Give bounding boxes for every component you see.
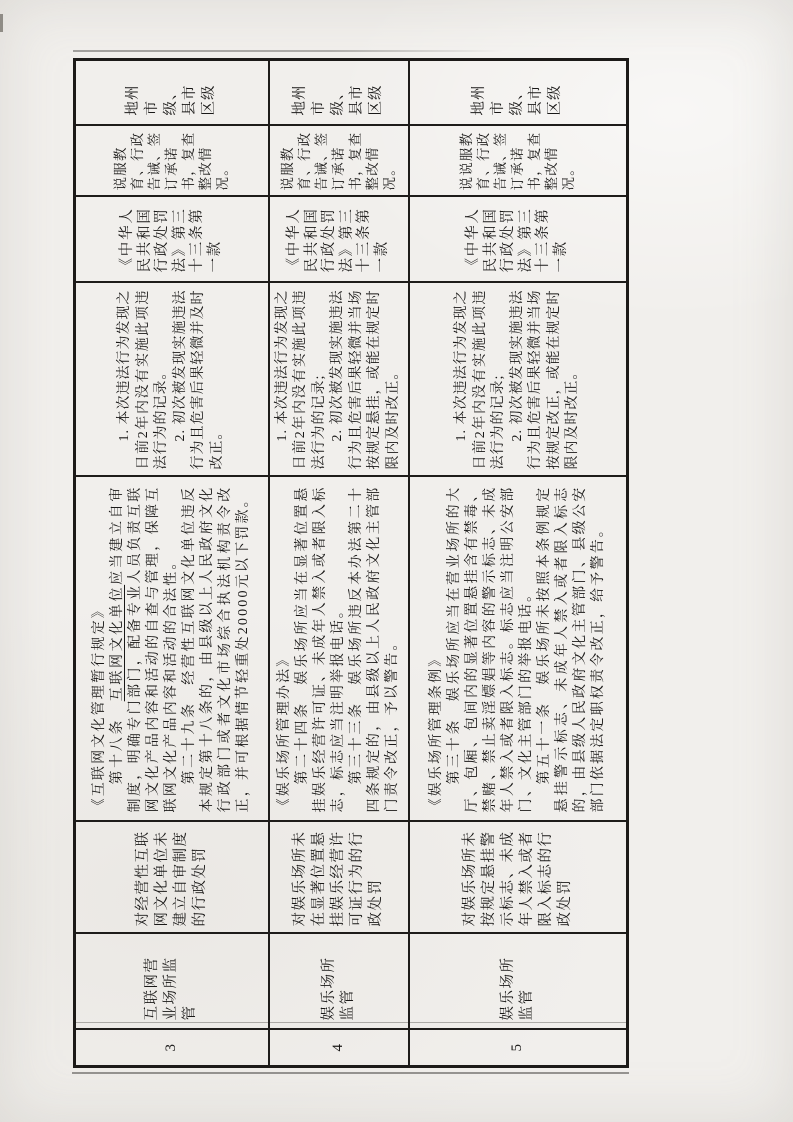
cell-conditions	[269, 283, 409, 477]
condition-2: 2. 初次被发现实施违法行为且危害后果轻微并及时改正。	[172, 289, 225, 470]
cell-conditions	[409, 283, 628, 477]
scan-line-artifact-bottom	[72, 1072, 629, 1074]
landscape-content	[73, 61, 626, 1068]
legal-paragraph: 第二十四条 娱乐场所应当在显著位置悬挂娱乐经营许可证、未成年人禁入或者限入标志，标志应当注明举报电话。	[294, 485, 346, 813]
condition-1: 1. 本次违法行为发现之日前2年内没有实施此项违法行为的记录。	[117, 289, 170, 470]
cell-legal-basis	[269, 477, 409, 822]
cell-category: 娱乐场所监管	[269, 934, 409, 1030]
cell-measures: 说服教育、行政告诫、签订承诺书，复查整改情况。	[269, 126, 409, 197]
legal-paragraph: 第五十一条 娱乐场所未按照本条例规定悬挂警示标志、未成年人禁入或者限入标志的，由县级人民政府文化主管部门、县级公安部门依据法定职权责令改正，给予警告。	[536, 485, 606, 813]
legal-paragraph: 第三十条 娱乐场所应当在营业场所的大厅、包厢、包间内的显著位置悬挂含有禁毒、禁赌、禁止卖淫嫖娼等内容的警示标志、未成年人禁入或者限入标志。标志应当注明公安部门、文化主管部门的举报电话。	[446, 485, 534, 813]
scan-line-artifact-top	[73, 50, 503, 52]
cell-measures: 说说服教育、行政告诫、签订承诺书，复查整改情况。	[409, 126, 628, 197]
cell-item: 对经营性互联网文化单位未建立自审制度的行政处罚	[75, 822, 269, 934]
cell-level: 地州市级、县市区级	[269, 60, 409, 126]
condition-2: 2. 初次被发现实施违法行为且危害后果轻微并当场按规定悬挂，或能在规定时限内及时改正。	[330, 289, 401, 470]
cell-category: 互联网营业场所监管	[75, 934, 269, 1030]
cell-seq: 5	[409, 1030, 628, 1067]
condition-1: 1. 本次违法行为发现之日前2年内没有实施此项违法行为的记录;	[274, 289, 327, 470]
cell-level: 地州市级、县市区级	[75, 60, 269, 126]
table-row	[409, 60, 628, 1067]
table-row	[75, 60, 269, 1067]
cell-law-basis: 《中华人民共和国行政处罚法》第三十三条第一款	[75, 197, 269, 283]
cell-item: 对娱乐场所未在显著位置悬挂娱乐经营许可证行为的行政处罚	[269, 822, 409, 934]
cell-measures: 说服教育、行政告诫、签订承诺书，复查整改情况。	[75, 126, 269, 197]
cell-item: 对娱乐场所未按规定悬挂警示标志、未成年人禁入或者限入标志的行政处罚	[409, 822, 628, 934]
legal-title: 《互联网文化管理暂行规定》	[91, 601, 107, 813]
cell-category: 娱乐场所监管	[409, 934, 628, 1030]
legal-text: 第十八条	[109, 701, 125, 785]
cell-seq: 3	[75, 1030, 269, 1067]
cell-level: 地州市级、县市区级	[409, 60, 628, 126]
table-row	[269, 60, 409, 1067]
legal-title: 《娱乐场所管理办法》	[276, 650, 292, 813]
condition-2: 2. 初次被发现实施违法行为且危害后果轻微并当场按规定改正，或能在规定时限内及时改正。	[509, 289, 580, 470]
cell-legal-basis	[75, 477, 269, 822]
legal-paragraph: 第三十三条 娱乐场所违反本办法第二十四条规定的，由县级以上人民政府文化主管部门责令改正，予以警告。	[348, 485, 400, 813]
cell-seq: 4	[269, 1030, 409, 1067]
legal-text: 应当建立自审制度，明确专门部门，配备专业人员负责互联网文化产品内容和活动的自查与管理，保障互联网文化产品内容和活动的合法性。	[109, 485, 179, 813]
cell-legal-basis	[409, 477, 628, 822]
legal-paragraph	[109, 486, 181, 813]
condition-1: 1. 本次违法行为发现之日前2年内没有实施此项违法行为的记录;	[454, 289, 506, 470]
legal-title: 《娱乐场所管理条例》	[428, 650, 444, 813]
cell-conditions	[75, 283, 269, 477]
legal-paragraph: 第二十九条 经营性互联网文化单位违反本规定第十八条的，由县级以上人民政府文化行政部门或者文化市场综合执法机构责令改正，并可根据情节轻重处20000元以下罚款。	[181, 485, 251, 813]
scan-edge-artifact	[0, 14, 3, 32]
underlined-term: 互联网文化单位	[109, 584, 125, 702]
cell-law-basis: 《中华人民共和国行政处罚法》第三十三条第一款	[409, 197, 628, 283]
penalty-table	[73, 58, 629, 1068]
cell-law-basis: 《中华人民共和国行政处罚法》第三十三条第一款	[269, 197, 409, 283]
rotated-table-region	[73, 61, 626, 1068]
